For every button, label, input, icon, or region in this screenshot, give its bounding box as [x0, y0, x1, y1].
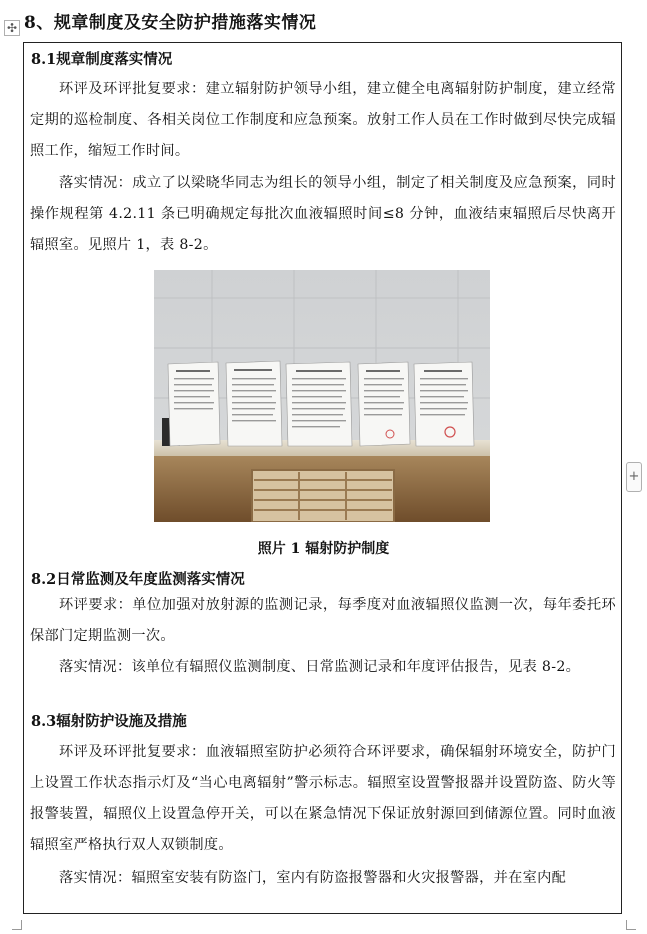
page-corner-mark-left: [12, 920, 22, 930]
paragraph-8-2-requirement: 环评要求：单位加强对放射源的监测记录，每季度对血液辐照仪监测一次，每年委托环保部门定期监测一次。: [30, 597, 616, 644]
subsection-title-8-3: 8.3辐射防护设施及措施: [31, 713, 187, 730]
page-corner-mark-right: [626, 920, 636, 930]
table-move-handle[interactable]: ✣: [4, 20, 20, 36]
paragraph-8-1-implementation: 落实情况：成立了以梁晓华同志为组长的领导小组，制定了相关制度及应急预案，同时操作规程第 4.2.11 条已明确规定每批次血液辐照时间≤8 分钟，血液结束辐照后尽快离开辐照室。见照片 1，表 8-2。: [30, 175, 616, 253]
photo-caption: 照片 1 辐射防护制度: [257, 541, 390, 557]
subsection-title-8-1: 8.1规章制度落实情况: [31, 51, 173, 68]
add-row-button[interactable]: +: [626, 462, 642, 492]
subsection-title-8-2: 8.2日常监测及年度监测落实情况: [31, 571, 245, 588]
paragraph-8-1-requirement: 环评及环评批复要求：建立辐射防护领导小组，建立健全电离辐射防护制度，建立经常定期的巡检制度、各相关岗位工作制度和应急预案。放射工作人员在工作时做到尽快完成辐照工作，缩短工作时间。: [30, 81, 616, 159]
paragraph-8-3-requirement: 环评及环评批复要求：血液辐照室防护必须符合环评要求，确保辐射环境安全，防护门上设置工作状态指示灯及“当心电离辐射”警示标志。辐照室设置警报器并设置防盗、防火等报警装置，辐照仪上设置急停开关，可以在紧急情况下保证放射源回到储源位置。同时血液辐照室严格执行双人双锁制度。: [30, 744, 616, 853]
section-heading: 8、规章制度及安全防护措施落实情况: [24, 13, 317, 33]
photo-radiation-protection-rules: [154, 270, 490, 522]
paragraph-8-3-implementation: 落实情况：辐照室安装有防盗门，室内有防盗报警器和火灾报警器，并在室内配: [59, 870, 567, 886]
paragraph-8-2-implementation: 落实情况：该单位有辐照仪监测制度、日常监测记录和年度评估报告，见表 8-2。: [59, 659, 581, 675]
